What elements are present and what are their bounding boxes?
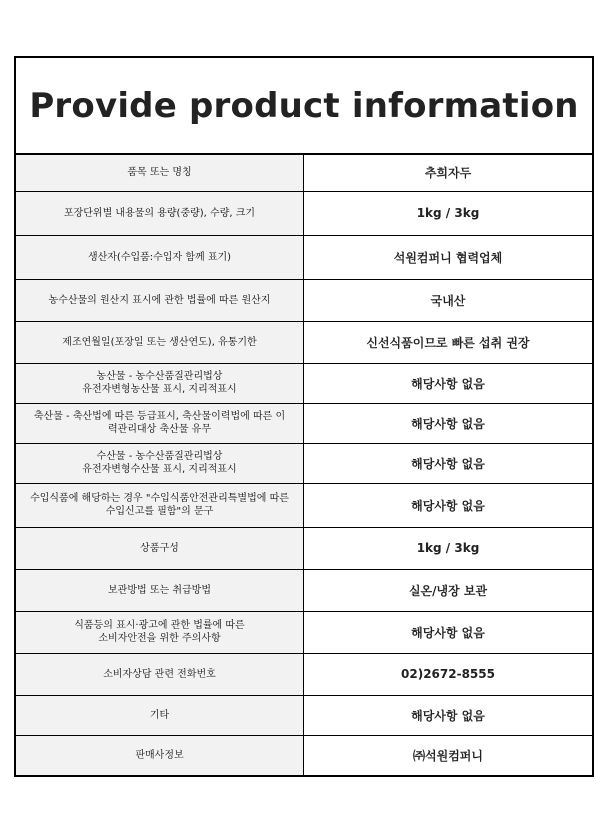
row-label: 식품등의 표시·광고에 관한 법률에 따른 소비자안전을 위한 주의사항 — [16, 611, 304, 653]
row-label: 제조연월일(포장일 또는 생산연도), 유통기한 — [16, 321, 304, 363]
sheet-title: Provide product information — [16, 58, 592, 155]
table-row — [16, 363, 592, 403]
row-label: 포장단위별 내용물의 용량(중량), 수량, 크기 — [16, 191, 304, 235]
row-value: 02)2672-8555 — [304, 653, 593, 695]
table-row — [16, 443, 592, 483]
row-label: 농산물 - 농수산품질관리법상 유전자변형농산물 표시, 지리적표시 — [16, 363, 304, 403]
table-row — [16, 653, 592, 695]
row-label: 품목 또는 명칭 — [16, 155, 304, 191]
row-value: 해당사항 없음 — [304, 363, 593, 403]
table-row — [16, 695, 592, 735]
row-label: 상품구성 — [16, 527, 304, 569]
table-row — [16, 155, 592, 191]
row-value: 해당사항 없음 — [304, 403, 593, 443]
row-value: 국내산 — [304, 279, 593, 321]
row-value: 석원컴퍼니 협력업체 — [304, 235, 593, 279]
row-value: 해당사항 없음 — [304, 443, 593, 483]
table-row — [16, 569, 592, 611]
table-row — [16, 191, 592, 235]
table-row — [16, 403, 592, 443]
row-value: 실온/냉장 보관 — [304, 569, 593, 611]
row-label: 농수산물의 원산지 표시에 관한 법률에 따른 원산지 — [16, 279, 304, 321]
row-label: 축산물 - 축산법에 따른 등급표시, 축산물이력법에 따른 이 력관리대상 축산물 유무 — [16, 403, 304, 443]
row-label: 수산물 - 농수산품질관리법상 유전자변형수산물 표시, 지리적표시 — [16, 443, 304, 483]
row-value: 1kg / 3kg — [304, 527, 593, 569]
row-label: 판매사정보 — [16, 735, 304, 775]
row-value: 해당사항 없음 — [304, 483, 593, 527]
row-label: 생산자(수입품:수입자 함께 표기) — [16, 235, 304, 279]
row-value: 1kg / 3kg — [304, 191, 593, 235]
table-row — [16, 483, 592, 527]
product-info-table — [16, 155, 592, 775]
row-value: 해당사항 없음 — [304, 695, 593, 735]
row-value: ㈜석원컴퍼니 — [304, 735, 593, 775]
row-value: 해당사항 없음 — [304, 611, 593, 653]
table-row — [16, 235, 592, 279]
row-label: 기타 — [16, 695, 304, 735]
table-row — [16, 279, 592, 321]
table-row — [16, 527, 592, 569]
row-label: 소비자상담 관련 전화번호 — [16, 653, 304, 695]
row-value: 추희자두 — [424, 166, 472, 181]
table-row — [16, 321, 592, 363]
row-value: 신선식품이므로 빠른 섭취 권장 — [304, 321, 593, 363]
product-info-sheet — [14, 56, 594, 777]
row-label: 보관방법 또는 취급방법 — [16, 569, 304, 611]
row-label: 수입식품에 해당하는 경우 "수입식품안전관리특별법에 따른 수입신고를 필함"의 문구 — [16, 483, 304, 527]
table-row — [16, 735, 592, 775]
table-row — [16, 611, 592, 653]
